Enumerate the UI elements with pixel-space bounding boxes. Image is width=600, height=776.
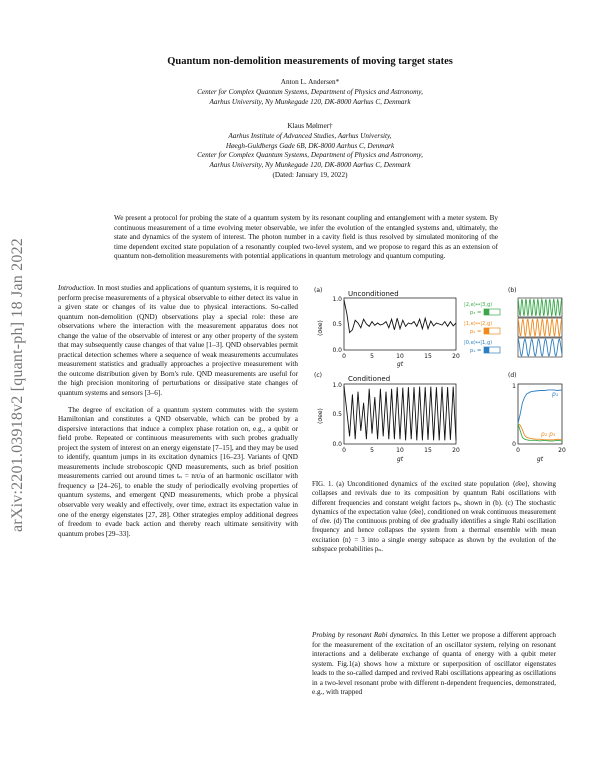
panel-b [464,298,562,357]
panel-c-tag: (c) [314,372,322,379]
y-tick-label: 0 [512,441,516,448]
x-tick-label: 0 [516,447,520,454]
transition-label-1: |0,e⟩↔|1,g⟩ [464,340,493,346]
y-tick-label: 0.0 [332,347,342,354]
affiliation-line: Høegh-Guldbergs Gade 6B, DK-8000 Aarhus C, Denmark [225,141,395,150]
p3-bar-fill [484,309,489,315]
paragraph: The degree of excitation of a quantum system commutes with the system Hamiltonian and constitutes a QND observable, which can be probed by a dispersive interactions that induce a complex phase rotation on, e.g., a qubit or field probe. Repeated or continuous measurements with such probes gradually project the system of interest on an energy eigenstate [7–15], and they may be used to identify, quantum jumps in its excitation dynamics [16–23]. Variants of QND measurements include stroboscopic QND measurements, such as brief position measurements carried out around times tₙ = nπ/ω of an harmonic oscillator with frequency ω [24–26], to enable the study of periodically evolving properties of quantum systems, and emergent QND measurements, which probe a physical observable very weakly and effectively, over time, extract its expectation value in one of the energy eigenstates [27, 28]. Other strategies employ additional degrees of freedom to evade back action and thereby reach ultimate sensitivity with quantum probes [29–33]. [58,405,298,538]
affiliation-line: Aarhus Institute of Advanced Studies, Aarhus University, [228,131,392,140]
y-axis-label: ⟨σee⟩ [317,320,324,336]
y-tick-label: 1 [512,383,516,390]
arxiv-sidebar-stamp [4,190,32,580]
author-block-2 [60,122,560,181]
paragraph-body: In most studies and applications of quantum systems, it is required to perform precise measurements of a physical observable to either detect its value in a given state or changes of its value due to physical interactions. So-called quantum non-demolition (QND) observations play a special role: these are observations where the interaction with the measurement apparatus does not change the value of the observable of interest or any other property of the system that may subsequently cause changes of that value [1–3]. QND observables permit practical detection schemes where a sequence of weak measurements accumulates measurement statistics and gradually approaches a projective measurement with the outcome distribution given by Born's rule. QND measurements are useful for the high precision monitoring of perturbations or dissipative state changes of quantum systems and sensors [3–6]. [58,284,298,398]
x-tick-label: 15 [424,447,432,454]
p1-label: p₁ = [470,348,482,354]
rabi-oscillation-3 [518,299,562,316]
panel-b-tag: (b) [508,287,517,294]
paragraph-lead: Introduction. [58,284,96,292]
p2-trace [518,424,562,440]
panel-c [317,382,460,463]
y-tick-label: 0.5 [332,411,342,418]
author-name: Anton L. Andersen* [280,78,340,86]
x-tick-label: 20 [452,447,460,454]
figure-1 [312,284,568,474]
x-axis-label: gt [396,361,404,368]
figure-caption [312,480,556,554]
arxiv-identifier: arXiv:2201.03918v2 [quant-ph] 18 Jan 2022 [9,238,26,532]
paragraph-lead: Probing by resonant Rabi dynamics. [312,631,419,639]
conditioned-trace [344,386,456,440]
y-tick-label: 1.0 [332,296,342,303]
y-tick-label: 0.5 [332,321,342,328]
x-axis-label: gt [536,456,544,463]
rabi-oscillation-2 [518,319,562,336]
caption-text: FIG. 1. (a) Unconditioned dynamics of the excited state population ⟨σ̂ee⟩, showing collapses and revivals due to its composition by quantum Rabi oscillations with different frequencies and constant weight factors pₙ, shown in (b). (c) The stochastic dynamics of the expectation value ⟨σ̂ee⟩, conditioned on weak continuous measurement of σ̂ee. (d) The continuous probing of σ̂ee gradually identifies a single Rabi oscillation frequency and hence collapses the system from a thermal ensemble with mean excitation ⟨n⟩ = 3 into a single energy subspace as shown by the evolution of the subspace probabilities pₙ. [312,481,556,554]
x-tick-label: 15 [424,353,432,360]
p3-label: p₃ = [470,310,482,316]
right-column [312,631,556,698]
y-axis-label: ⟨σee⟩ [317,408,324,424]
x-tick-label: 0 [342,353,346,360]
p1-bar-fill [484,347,489,353]
panel-d-tag: (d) [508,372,517,379]
affiliation-line: Aarhus University, Ny Munkegade 120, DK-8000 Aarhus C, Denmark [209,97,411,106]
paragraph [58,284,298,399]
p2-bar-fill [484,328,489,334]
x-tick-label: 5 [370,353,374,360]
panel-c-title: Conditioned [348,375,391,383]
p1-legend: p₁ [552,391,559,398]
p2-label: p₂ = [470,329,482,335]
affiliation-line: Aarhus University, Ny Munkegade 120, DK-8000 Aarhus C, Denmark [209,161,411,170]
left-column [58,284,298,539]
x-tick-label: 10 [396,353,404,360]
x-tick-label: 10 [396,447,404,454]
paper-title: Quantum non-demolition measurements of moving target states [167,56,453,67]
x-tick-label: 0 [342,447,346,454]
rabi-oscillation-1 [518,339,562,356]
paragraph [312,631,556,698]
abstract: We present a protocol for probing the state of a quantum system by its resonant coupling and entanglement with a meter system. By continuous measurement of a time evolving meter observable, we infer the evolution of the entangled systems and, ultimately, the state and dynamics of the system of interest. The photon number in a cavity field is thus resolved by simulated monitoring of the time dependent excited state population of a resonantly coupled two-level system, and we propose to regard this as an extension of quantum non-demolition measurements with potential applications in quantum metrology and quantum computing. [114,214,498,261]
x-tick-label: 20 [558,447,566,454]
x-tick-label: 5 [370,447,374,454]
paragraph-body: In this Letter we propose a different approach for the measurement of the excitation of an oscillator system, relying on resonant interactions and a deliberate exchange of quanta of energy with a qubit meter system. Fig.1(a) shows how a mixture or superposition of oscillator eigenstates leads to the so-called damped and revived Rabi oscillations appearing as oscillations in a two-level resonant probe with different n-dependent frequencies, demonstrated, e.g., with trapped [312,631,556,697]
affiliation-line: Center for Complex Quantum Systems, Department of Physics and Astronomy, [197,151,423,160]
panel-a [317,296,460,368]
x-axis-label: gt [396,456,404,463]
x-tick-label: 20 [452,353,460,360]
affiliation-line: Center for Complex Quantum Systems, Department of Physics and Astronomy, [197,87,423,96]
p23-legend: p₂ p₃ [541,431,556,438]
y-tick-label: 1.0 [332,382,342,389]
unconditioned-trace [344,300,456,333]
author-name: Klaus Mølmer† [287,122,333,130]
transition-label-2: |1,e⟩↔|2,g⟩ [464,321,493,327]
author-block-1 [60,78,560,107]
panel-a-tag: (a) [314,287,323,294]
dated-line: (Dated: January 19, 2022) [272,170,348,179]
y-tick-label: 0.0 [332,441,342,448]
p3-trace [518,424,562,441]
transition-label-3: |2,e⟩↔|3,g⟩ [464,302,493,308]
panel-d [512,383,566,463]
panel-a-title: Unconditioned [348,290,399,298]
